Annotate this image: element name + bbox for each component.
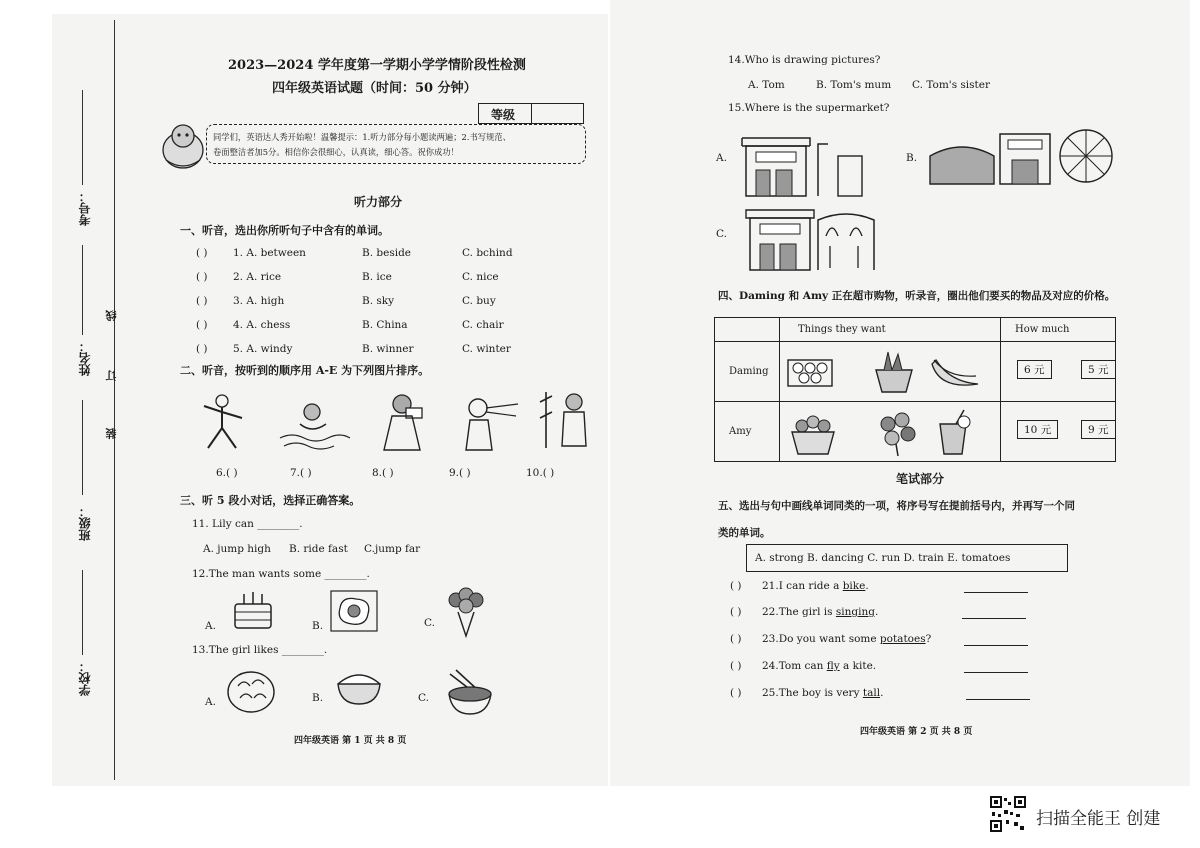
q11-option-c: C.jump far: [364, 543, 421, 555]
q15-option-c: C.: [716, 228, 727, 240]
tip-line-2: 卷面整洁者加5分。相信你会很细心，认真读，细心答。祝你成功！: [213, 147, 459, 157]
row-name-daming: Daming: [715, 342, 780, 402]
mascot-icon: [158, 120, 208, 172]
option-c: C. chair: [462, 319, 504, 331]
option-c: C. winter: [462, 343, 511, 355]
section4-title: 四、Daming 和 Amy 正在超市购物，听录音，圈出他们要买的物品及对应的价格。: [718, 290, 1116, 302]
taichi-person-icon: [198, 392, 246, 452]
q11-option-b: B. ride fast: [289, 543, 348, 555]
order-blank-10[interactable]: 10.( ): [526, 467, 555, 479]
name-label: 姓名：: [78, 340, 92, 376]
q14-option-c: C. Tom's sister: [912, 79, 991, 91]
amy-prices-cell: [1001, 402, 1116, 462]
answer-paren[interactable]: ( ): [730, 687, 742, 699]
birthday-cake-icon: [230, 586, 276, 632]
option-c: C. nice: [462, 271, 499, 283]
supermarket-street-b-icon: [928, 126, 1120, 188]
exam-subtitle: 四年级英语试题（时间：50 分钟）: [272, 81, 477, 96]
rice-bowl-icon: [334, 664, 384, 708]
option-b: B. China: [362, 319, 408, 331]
col-price-header: How much: [1001, 318, 1116, 342]
scanner-watermark: 扫描全能王 创建: [1036, 809, 1161, 829]
question-12: 12.The man wants some ________.: [192, 568, 370, 580]
answer-paren[interactable]: ( ): [196, 247, 208, 259]
order-mark: 订: [105, 370, 118, 381]
fruit-basket-icon[interactable]: [788, 412, 838, 456]
question-11: 11. Lily can ________.: [192, 518, 303, 530]
q14-option-a: A. Tom: [748, 79, 785, 91]
girl-photographer-icon: [376, 392, 430, 454]
word-options-box: [746, 544, 1068, 572]
option-c: C. bchind: [462, 247, 513, 259]
sentence: 25.The boy is very tall.: [762, 687, 884, 699]
price-option[interactable]: 5 元: [1081, 360, 1116, 379]
option-a: 1. A. between: [233, 247, 306, 259]
answer-paren[interactable]: ( ): [196, 343, 208, 355]
listening-header: 听力部分: [354, 195, 403, 209]
shopping-table: [714, 317, 1116, 462]
q13-option-a: A.: [205, 696, 216, 708]
answer-paren[interactable]: ( ): [730, 580, 742, 592]
line-mark: 线: [105, 310, 118, 321]
daming-prices-cell: [1001, 342, 1116, 402]
question-15: 15.Where is the supermarket?: [728, 102, 890, 114]
daming-items-cell: [780, 342, 1001, 402]
man-eating-noodles-icon: [458, 394, 522, 452]
write-line[interactable]: [964, 672, 1028, 673]
qr-code-icon: [990, 796, 1026, 832]
section3-title: 三、听 5 段小对话，选择正确答案。: [180, 494, 361, 507]
sentence: 21.I can ride a bike.: [762, 580, 869, 592]
drink-cup-icon[interactable]: [930, 410, 976, 456]
vegetables-bunch-icon[interactable]: [874, 410, 920, 456]
answer-paren[interactable]: ( ): [196, 295, 208, 307]
sentence: 23.Do you want some potatoes?: [762, 633, 932, 645]
option-b: B. ice: [362, 271, 392, 283]
q15-option-b: B.: [906, 152, 918, 164]
page1-footer: 四年级英语 第 1 页 共 8 页: [294, 736, 407, 746]
name-blank: [82, 245, 84, 335]
q15-option-a: A.: [716, 152, 727, 164]
order-blank-7[interactable]: 7.( ): [290, 467, 312, 479]
school-blank: [82, 570, 84, 655]
answer-paren[interactable]: ( ): [730, 606, 742, 618]
option-b: B. beside: [362, 247, 412, 259]
noodles-bowl-icon: [446, 668, 494, 716]
option-c: C. buy: [462, 295, 496, 307]
class-blank: [82, 400, 84, 495]
man-near-tree-icon: [538, 388, 604, 450]
section5-title-line-1: 五、选出与句中画线单词同类的一项，将序号写在提前括号内，并再写一个同: [718, 500, 1075, 512]
sentence: 24.Tom can fly a kite.: [762, 660, 877, 672]
price-option[interactable]: 9 元: [1081, 420, 1116, 439]
option-a: 3. A. high: [233, 295, 285, 307]
number-label: 考号：: [78, 190, 92, 226]
page2-footer: 四年级英语 第 2 页 共 8 页: [860, 727, 973, 737]
supermarket-street-c-icon: [746, 206, 882, 272]
school-label: 学校：: [78, 660, 92, 696]
q11-option-a: A. jump high: [203, 543, 271, 555]
order-blank-6[interactable]: 6.( ): [216, 467, 238, 479]
section5-title-line-2: 类的单词。: [718, 527, 771, 539]
fried-egg-icon: [330, 590, 378, 632]
option-a: 4. A. chess: [233, 319, 291, 331]
q14-option-b: B. Tom's mum: [816, 79, 892, 91]
option-a: 5. A. windy: [233, 343, 293, 355]
price-option[interactable]: 6 元: [1017, 360, 1052, 379]
write-line[interactable]: [962, 618, 1026, 619]
tip-line-1: 同学们，英语达人秀开始啦！温馨提示：1.听力部分每小题读两遍；2.书写规范、: [213, 132, 511, 142]
question-14: 14.Who is drawing pictures?: [728, 54, 881, 66]
number-blank: [82, 90, 84, 185]
answer-paren[interactable]: ( ): [196, 271, 208, 283]
amy-items-cell: [780, 402, 1001, 462]
binding-line: [114, 20, 115, 780]
class-label: 班级：: [78, 505, 92, 541]
grade-box: [478, 103, 584, 124]
write-line[interactable]: [964, 592, 1028, 593]
q13-option-b: B.: [312, 692, 324, 704]
q13-option-c: C.: [418, 692, 429, 704]
bind-mark: 装: [105, 428, 118, 439]
supermarket-street-a-icon: [742, 130, 866, 200]
option-b: B. sky: [362, 295, 395, 307]
q12-option-b: B.: [312, 620, 324, 632]
write-line[interactable]: [964, 645, 1028, 646]
section2-title: 二、听音，按听到的顺序用 A-E 为下列图片排序。: [180, 364, 430, 377]
price-option[interactable]: 10 元: [1017, 420, 1058, 439]
word-options: A. strong B. dancing C. run D. train E. tomatoes: [755, 552, 1011, 564]
q12-option-a: A.: [205, 620, 216, 632]
carrots-basket-icon[interactable]: [872, 350, 916, 394]
swimming-boy-icon: [278, 400, 350, 452]
row-name-amy: Amy: [715, 402, 780, 462]
order-blank-9[interactable]: 9.( ): [449, 467, 471, 479]
answer-paren[interactable]: ( ): [196, 319, 208, 331]
option-b: B. winner: [362, 343, 414, 355]
order-blank-8[interactable]: 8.( ): [372, 467, 394, 479]
option-a: 2. A. rice: [233, 271, 282, 283]
col-things-header: Things they want: [780, 318, 1001, 342]
flowers-bouquet-icon: [442, 586, 488, 638]
eggs-tray-icon[interactable]: [786, 352, 836, 392]
sentence: 22.The girl is singing.: [762, 606, 879, 618]
write-line[interactable]: [966, 699, 1030, 700]
answer-paren[interactable]: ( ): [730, 660, 742, 672]
section1-title: 一、听音，选出你所听句子中含有的单词。: [180, 224, 389, 237]
bananas-icon[interactable]: [930, 354, 980, 394]
answer-paren[interactable]: ( ): [730, 633, 742, 645]
exam-title: 2023—2024 学年度第一学期小学学情阶段性检测: [228, 58, 526, 73]
question-13: 13.The girl likes ________.: [192, 644, 328, 656]
dumplings-icon: [226, 668, 276, 714]
written-header: 笔试部分: [896, 472, 945, 486]
grade-label: 等级: [491, 108, 516, 122]
tip-box: [206, 124, 586, 164]
q12-option-c: C.: [424, 617, 435, 629]
